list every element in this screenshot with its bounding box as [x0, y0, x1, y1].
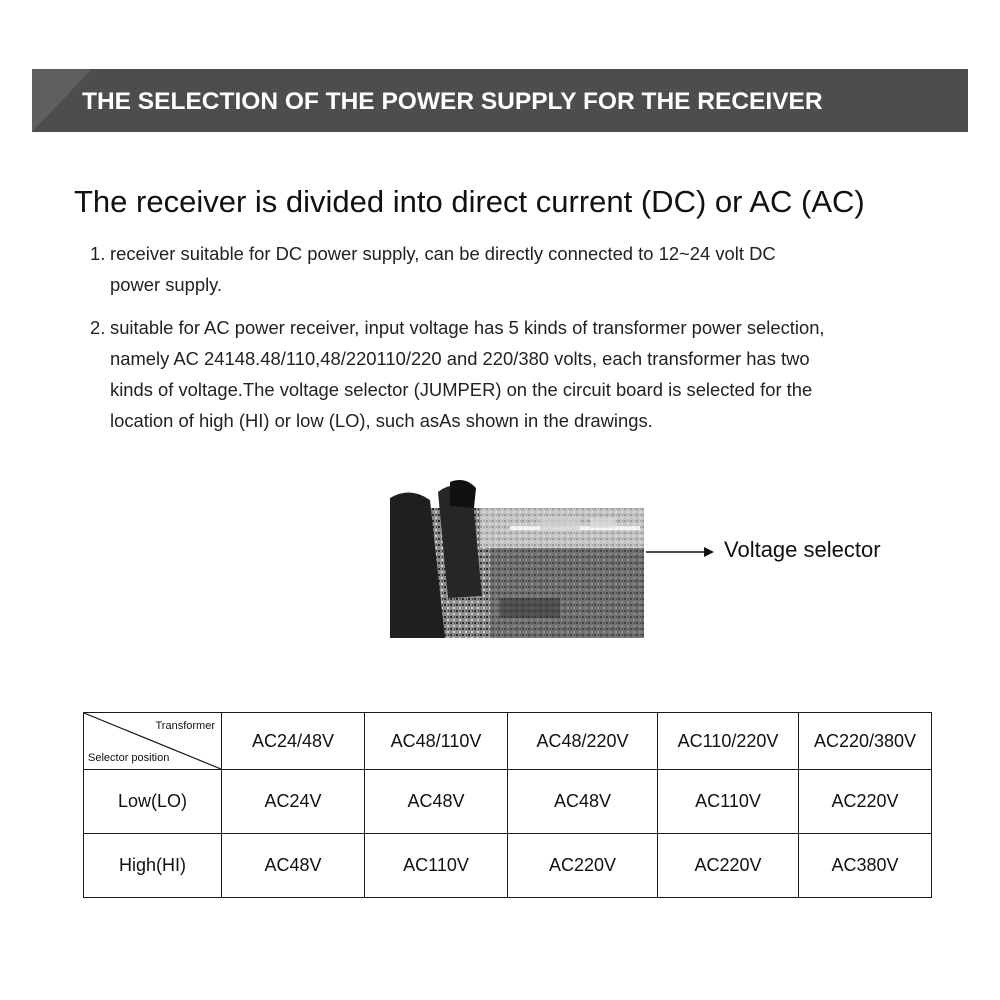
item-number: 2.	[90, 317, 106, 338]
item-text: receiver suitable for DC power supply, can be directly connected to 12~24 volt DC	[110, 243, 776, 264]
table-row-low	[84, 770, 932, 834]
table-column-header: AC220/380V	[799, 713, 932, 770]
voltage-selector-label: Voltage selector	[724, 537, 881, 562]
table-corner-cell	[84, 713, 222, 770]
table-column-header: AC110/220V	[658, 713, 799, 770]
item-number: 1.	[90, 243, 106, 264]
item-line: kinds of voltage.The voltage selector (JUMPER) on the circuit board is selected for the	[110, 379, 813, 400]
item-line: power supply.	[110, 274, 223, 295]
table-row-label: High(HI)	[84, 834, 222, 898]
table-cell: AC110V	[365, 834, 508, 898]
banner-title: THE SELECTION OF THE POWER SUPPLY FOR THE RECEIVER	[82, 88, 823, 115]
table-cell: AC220V	[658, 834, 799, 898]
table-column-header: AC48/110V	[365, 713, 508, 770]
table-cell: AC220V	[799, 770, 932, 834]
table-cell: AC110V	[658, 770, 799, 834]
voltage-selection-table	[83, 712, 932, 898]
table-cell: AC48V	[365, 770, 508, 834]
page-headline: The receiver is divided into direct current (DC) or AC (AC)	[74, 184, 865, 219]
table-cell: AC48V	[222, 834, 365, 898]
item-line: namely AC 24148.48/110,48/220110/220 and 220/380 volts, each transformer has two	[110, 348, 810, 369]
corner-transformer-label: Transformer	[155, 720, 215, 732]
table-cell: AC48V	[508, 770, 658, 834]
item-line: location of high (HI) or low (LO), such asAs shown in the drawings.	[110, 410, 653, 431]
table-header-row	[84, 713, 932, 770]
table-row-high	[84, 834, 932, 898]
callout-arrow	[646, 545, 716, 559]
circuit-board-photo	[390, 478, 644, 638]
table-cell: AC380V	[799, 834, 932, 898]
table-row-label: Low(LO)	[84, 770, 222, 834]
corner-selector-label: Selector position	[88, 752, 170, 764]
table-column-header: AC48/220V	[508, 713, 658, 770]
list-item-ac	[90, 312, 910, 436]
table-column-header: AC24/48V	[222, 713, 365, 770]
list-item-dc	[90, 238, 890, 300]
item-text: suitable for AC power receiver, input voltage has 5 kinds of transformer power selection,	[110, 317, 825, 338]
item-line	[90, 312, 910, 343]
table-cell: AC220V	[508, 834, 658, 898]
item-line	[90, 238, 890, 269]
table-cell: AC24V	[222, 770, 365, 834]
